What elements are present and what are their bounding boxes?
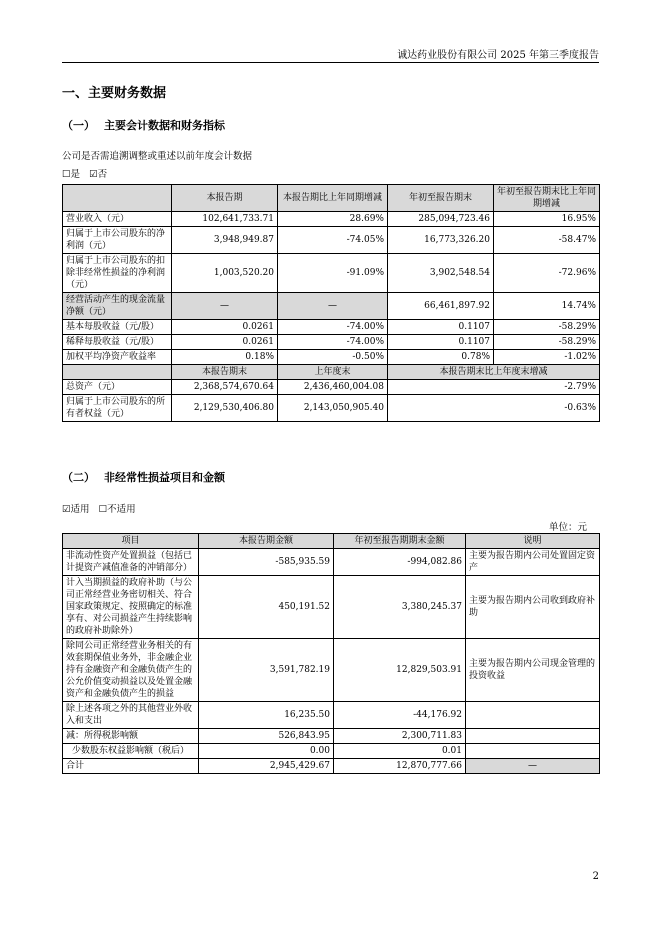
financial-indicators-table (62, 184, 600, 422)
subsection-number: （二） (62, 471, 95, 484)
subsection-title-2 (62, 469, 225, 485)
table-row (63, 227, 600, 254)
cell: -1.02% (494, 350, 600, 365)
row-label: 归属于上市公司股东的扣除非经常性损益的净利润（元） (63, 254, 172, 293)
retro-question: 公司是否需追溯调整或重述以前年度会计数据 (62, 151, 253, 162)
item-label: 计入当期损益的政府补助（与公司正常经营业务密切相关、符合国家政策规定、按照确定的标准享有、对公司损益产生持续影响的政府补助除外） (63, 576, 199, 639)
applicable-options (62, 501, 136, 515)
table-row (63, 335, 600, 350)
header-cell (63, 365, 172, 380)
cell: 0.78% (388, 350, 494, 365)
cell: -0.50% (278, 350, 388, 365)
header-cell: 本报告期末 (172, 365, 278, 380)
cell: -0.63% (388, 395, 600, 422)
page-header: 诚达药业股份有限公司 2025 年第三季度报告 (397, 50, 599, 61)
cell: 2,368,574,670.64 (172, 380, 278, 395)
cell: 2,129,530,406.80 (172, 395, 278, 422)
table-row (63, 212, 600, 227)
not-applicable-checkbox[interactable]: ☐不适用 (98, 504, 136, 515)
cell: 66,461,897.92 (388, 293, 494, 320)
row-label: 归属于上市公司股东的净利润（元） (63, 227, 172, 254)
header-cell: 本报告期 (172, 185, 278, 212)
row-label: 稀释每股收益（元/股） (63, 335, 172, 350)
cell: -44,176.92 (334, 702, 466, 729)
table-row (63, 380, 600, 395)
cell: 526,843.95 (199, 729, 334, 744)
cell: -74.05% (278, 227, 388, 254)
header-divider (62, 62, 599, 63)
item-label: 减：所得税影响额 (63, 729, 199, 744)
header-cell: 本报告期末比上年度末增减 (388, 365, 600, 380)
header-cell: 年初至报告期末比上年同期增减 (494, 185, 600, 212)
table-header-row (63, 185, 600, 212)
table-row (63, 395, 600, 422)
table-row (63, 639, 600, 702)
page-number: 2 (592, 871, 599, 882)
table-row (63, 320, 600, 335)
section-title: 一、主要财务数据 (62, 86, 167, 101)
cell: 16,235.50 (199, 702, 334, 729)
cell: 0.0261 (172, 320, 278, 335)
cell: -58.29% (494, 335, 600, 350)
row-label: 经营活动产生的现金流量净额（元） (63, 293, 172, 320)
cell: 14.74% (494, 293, 600, 320)
cell: 3,591,782.19 (199, 639, 334, 702)
cell: -74.00% (278, 320, 388, 335)
row-label: 加权平均净资产收益率 (63, 350, 172, 365)
cell: 0.1107 (388, 320, 494, 335)
cell: -585,935.59 (199, 549, 334, 576)
table-row (63, 293, 600, 320)
cell: 3,948,949.87 (172, 227, 278, 254)
note-cell: 主要为报告期内公司处置固定资产 (466, 549, 600, 576)
cell: 16,773,326.20 (388, 227, 494, 254)
item-label: 少数股东权益影响额（税后） (63, 744, 199, 759)
row-label: 营业收入（元） (63, 212, 172, 227)
note-cell (466, 729, 600, 744)
cell: -72.96% (494, 254, 600, 293)
cell: 2,300,711.83 (334, 729, 466, 744)
table-row (63, 254, 600, 293)
table-row (63, 729, 600, 744)
table-header-row (63, 534, 600, 549)
row-label: 归属于上市公司股东的所有者权益（元） (63, 395, 172, 422)
table-row (63, 350, 600, 365)
applicable-checkbox[interactable]: ☑适用 (62, 504, 90, 515)
note-cell: 主要为报告期内公司收到政府补助 (466, 576, 600, 639)
cell: -2.79% (388, 380, 600, 395)
header-cell: 说明 (466, 534, 600, 549)
header-cell: 项目 (63, 534, 199, 549)
cell: 2,143,050,905.40 (278, 395, 388, 422)
table-total-row (63, 759, 600, 774)
note-cell (466, 702, 600, 729)
cell: -91.09% (278, 254, 388, 293)
cell: 450,191.52 (199, 576, 334, 639)
cell: 3,380,245.37 (334, 576, 466, 639)
cell: 102,641,733.71 (172, 212, 278, 227)
table-row (63, 576, 600, 639)
cell: 12,829,503.91 (334, 639, 466, 702)
header-cell: 年初至报告期期末金额 (334, 534, 466, 549)
subsection-label: 主要会计数据和财务指标 (104, 119, 225, 132)
cell: 0.01 (334, 744, 466, 759)
item-label: 合计 (63, 759, 199, 774)
cell: 0.1107 (388, 335, 494, 350)
cell: 0.0261 (172, 335, 278, 350)
header-cell: 年初至报告期末 (388, 185, 494, 212)
header-cell: 上年度末 (278, 365, 388, 380)
non-recurring-items-table (62, 533, 600, 774)
cell: -58.29% (494, 320, 600, 335)
header-cell: 本报告期比上年同期增减 (278, 185, 388, 212)
cell: -58.47% (494, 227, 600, 254)
item-label: 除同公司正常经营业务相关的有效套期保值业务外，非金融企业持有金融资产和金融负债产生的公允价值变动损益以及处置金融资产和金融负债产生的损益 (63, 639, 199, 702)
subsection-title-1 (62, 117, 225, 133)
option-no-checkbox[interactable]: ☑否 (89, 169, 108, 180)
cell: — (278, 293, 388, 320)
cell: -994,082.86 (334, 549, 466, 576)
table-row (63, 549, 600, 576)
table-row (63, 702, 600, 729)
retro-options (62, 166, 107, 180)
note-cell (466, 744, 600, 759)
cell: 28.69% (278, 212, 388, 227)
cell: 0.18% (172, 350, 278, 365)
row-label: 总资产（元） (63, 380, 172, 395)
cell: 2,436,460,004.08 (278, 380, 388, 395)
option-yes-checkbox[interactable]: ☐是 (62, 169, 81, 180)
cell: 3,902,548.54 (388, 254, 494, 293)
cell: 1,003,520.20 (172, 254, 278, 293)
cell: 0.00 (199, 744, 334, 759)
cell: 2,945,429.67 (199, 759, 334, 774)
row-label: 基本每股收益（元/股） (63, 320, 172, 335)
cell: 12,870,777.66 (334, 759, 466, 774)
item-label: 非流动性资产处置损益（包括已计提资产减值准备的冲销部分） (63, 549, 199, 576)
table-row (63, 744, 600, 759)
item-label: 除上述各项之外的其他营业外收入和支出 (63, 702, 199, 729)
cell: 285,094,723.46 (388, 212, 494, 227)
subsection-label: 非经常性损益项目和金额 (104, 471, 225, 484)
cell: -74.00% (278, 335, 388, 350)
table-header-row (63, 365, 600, 380)
unit-label: 单位：元 (548, 522, 587, 533)
header-cell (63, 185, 172, 212)
cell: 16.95% (494, 212, 600, 227)
subsection-number: （一） (62, 119, 95, 132)
note-cell: 主要为报告期内公司现金管理的投资收益 (466, 639, 600, 702)
cell: — (172, 293, 278, 320)
header-cell: 本报告期金额 (199, 534, 334, 549)
note-cell: — (466, 759, 600, 774)
